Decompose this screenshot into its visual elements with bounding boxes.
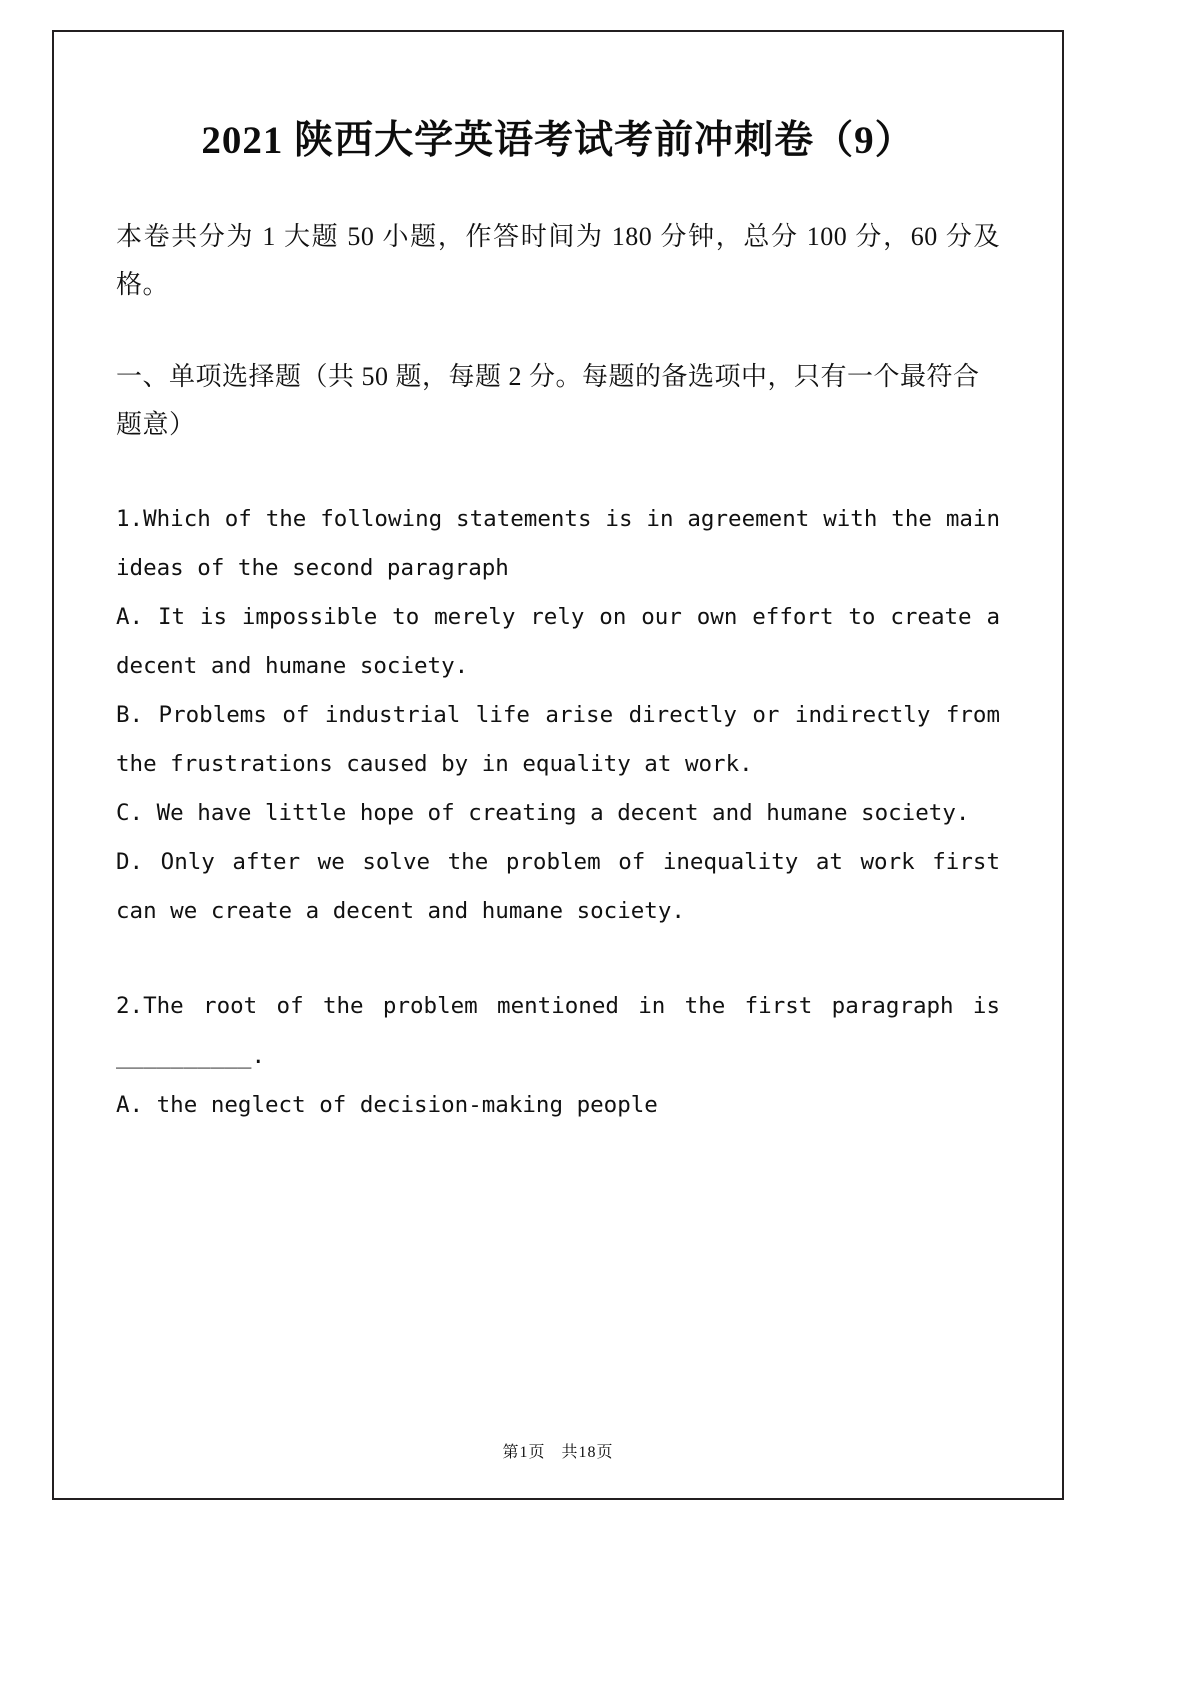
question-option: B. Problems of industrial life arise directly or indirectly from the frustrations caused by in equality at work.	[116, 702, 1014, 778]
section-heading: 一、单项选择题（共 50 题，每题 2 分。每题的备选项中，只有一个最符合题意）	[116, 361, 980, 439]
question-stem: 1.Which of the following statements is in agreement with the main ideas of the second paragraph	[116, 506, 1014, 582]
question-option: C. We have little hope of creating a decent and humane society.	[116, 800, 970, 827]
question-option: A. It is impossible to merely rely on our own effort to create a decent and humane society.	[116, 604, 1014, 680]
footer-total-pages: 共18页	[561, 1444, 614, 1461]
question-option: D. Only after we solve the problem of inequality at work first can we create a decent and humane society.	[116, 849, 1014, 925]
page-content	[54, 32, 1062, 1498]
exam-intro-paragraph: 本卷共分为 1 大题 50 小题，作答时间为 180 分钟，总分 100 分，60 分及格。	[116, 221, 1000, 299]
question-block-1	[116, 495, 1014, 936]
page-title: 2021 陕西大学英语考试考前冲刺卷（9）	[201, 119, 915, 162]
page-footer	[54, 1439, 1062, 1462]
question-stem: 2.The root of the problem mentioned in the first paragraph is __________.	[116, 993, 1014, 1069]
footer-current-page: 第1页	[502, 1444, 546, 1461]
document-page	[52, 30, 1064, 1500]
question-block-2	[116, 982, 1014, 1129]
question-option: A. the neglect of decision-making people	[116, 1091, 658, 1118]
